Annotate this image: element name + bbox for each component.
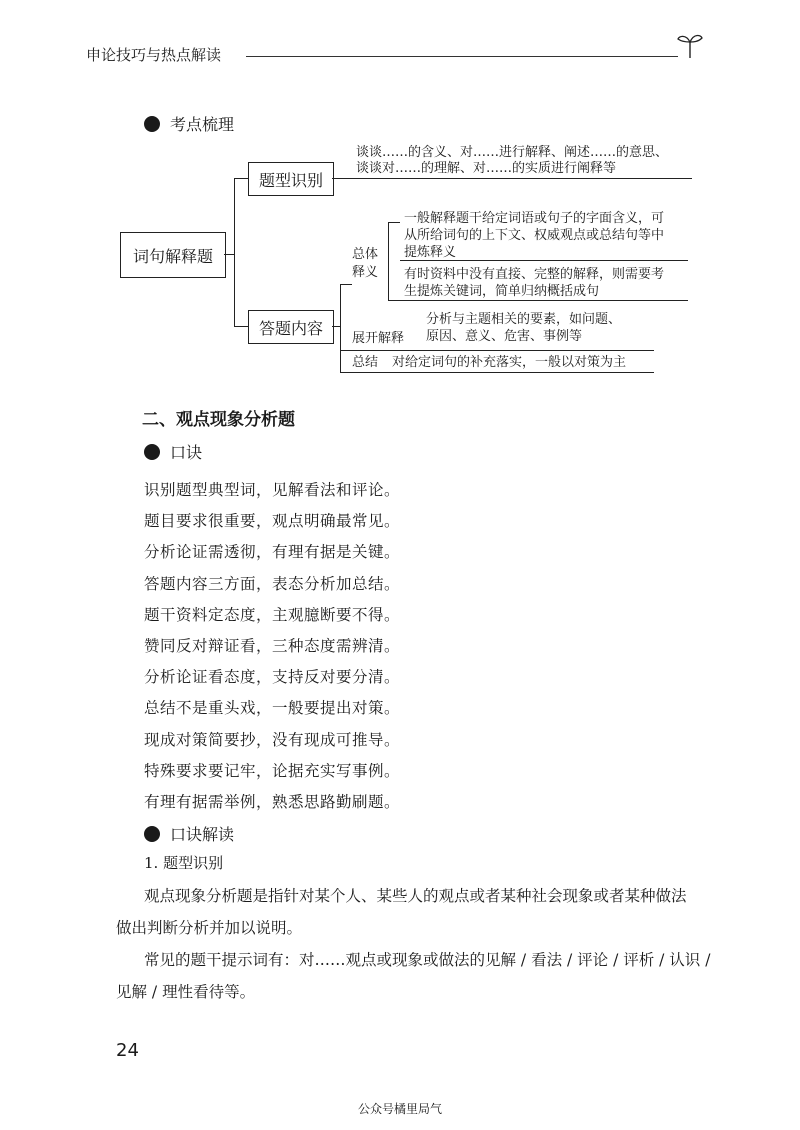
mnemonic-line: 题干资料定态度，主观臆断要不得。 [144, 605, 401, 624]
connector [388, 222, 389, 300]
mnemonic-line: 特殊要求要记牢，论据充实写事例。 [144, 761, 401, 780]
mnemonic-line: 题目要求很重要，观点明确最常见。 [144, 512, 401, 531]
explanation-heading: 口诀解读 [170, 825, 235, 844]
connector [340, 284, 341, 372]
section-bullet-icon [144, 826, 160, 842]
mnemonic-line: 有理有据需举例，熟悉思路勤刷题。 [144, 793, 401, 812]
mnemonic-heading: 口诀 [170, 443, 203, 462]
paragraph-line: 观点现象分析题是指针对某个人、某些人的观点或者某种社会现象或者某种做法 [144, 887, 687, 905]
mnemonic-line: 分析论证看态度，支持反对要分清。 [144, 668, 401, 687]
section-bullet-icon [144, 116, 160, 132]
mnemonic-line: 答题内容三方面，表态分析加总结。 [144, 574, 401, 593]
connector [340, 372, 654, 373]
branch-label-answer-content: 答题内容 [248, 310, 334, 344]
overall-text-line: 有时资料中没有直接、完整的解释，则需要考 [404, 267, 665, 282]
overall-text-line: 生提炼关键词，简单归纳概括成句 [404, 284, 600, 299]
summary-label: 总结 [352, 355, 379, 370]
body-paragraph [116, 880, 716, 1008]
branch1-text-line: 谈谈对……的理解、对……的实质进行阐释等 [356, 161, 617, 176]
running-header-title: 申论技巧与热点解读 [86, 46, 222, 64]
branch-label-type-identify: 题型识别 [248, 162, 334, 196]
expand-label: 展开解释 [352, 331, 405, 346]
section-heading-kaodian: 考点梳理 [170, 115, 235, 134]
page-number: 24 [116, 1040, 139, 1061]
connector [340, 350, 654, 351]
mnemonic-line: 分析论证需透彻，有理有据是关键。 [144, 543, 401, 562]
section-bullet-icon [144, 444, 160, 460]
expand-text-line: 原因、意义、危害、事例等 [426, 329, 583, 344]
overall-text-line: 提炼释义 [404, 245, 457, 260]
mnemonic-line: 总结不是重头戏，一般要提出对策。 [144, 699, 401, 718]
connector [224, 254, 234, 255]
mnemonic-line: 赞同反对辩证看，三种态度需辨清。 [144, 637, 401, 656]
connector [340, 284, 352, 285]
mnemonic-list [144, 475, 400, 818]
paragraph-line: 常见的题干提示词有：对……观点或现象或做法的见解 / 看法 / 评论 / 评析 / 认识 / [144, 951, 711, 969]
paragraph-line: 见解 / 理性看待等。 [116, 983, 256, 1001]
connector [388, 222, 400, 223]
paragraph-line: 做出判断分析并加以说明。 [116, 919, 303, 937]
mnemonic-line: 现成对策简要抄，没有现成可推导。 [144, 730, 401, 749]
section-title: 二、观点现象分析题 [142, 410, 295, 430]
connector [234, 178, 235, 326]
header-rule [246, 56, 678, 57]
overall-label: 总体 [352, 247, 379, 262]
footer-watermark: 公众号橘里局气 [357, 1102, 442, 1116]
subsection-title: 1. 题型识别 [144, 854, 224, 872]
connector [234, 326, 248, 327]
connector [332, 178, 692, 179]
overall-label: 释义 [352, 265, 379, 280]
sprout-icon [676, 30, 704, 60]
branch1-text-line: 谈谈……的含义、对……进行解释、阐述……的意思、 [356, 145, 669, 160]
connector [234, 178, 248, 179]
connector [332, 326, 340, 327]
expand-text-line: 分析与主题相关的要素，如问题、 [426, 312, 622, 327]
mind-map-root: 词句解释题 [120, 232, 226, 278]
overall-text-line: 一般解释题干给定词语或句子的字面含义，可 [404, 211, 665, 226]
overall-text-line: 从所给词句的上下文、权威观点或总结句等中 [404, 228, 665, 243]
mnemonic-line: 识别题型典型词，见解看法和评论。 [144, 481, 401, 499]
summary-text: 对给定词句的补充落实，一般以对策为主 [392, 355, 627, 370]
